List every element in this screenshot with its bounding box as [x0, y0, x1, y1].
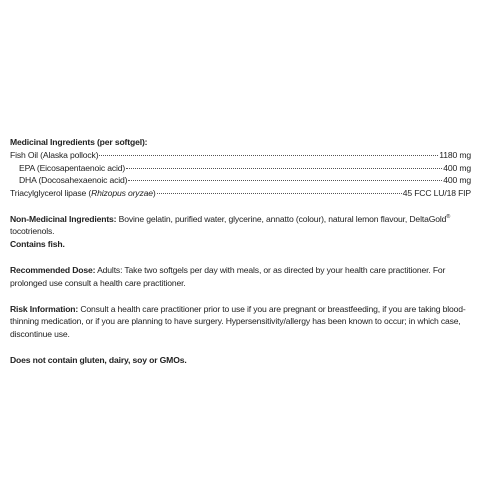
risk-label: Risk Information: [10, 304, 79, 314]
lipase-name-suffix: ) [152, 187, 156, 198]
ingredient-row-fish-oil [10, 149, 471, 161]
dose-text: Adults: Take two softgels per day with meals, or as directed by your health care practitioner. For prolonged use consult a health care practitioner. [10, 265, 446, 288]
ingredient-row-epa [10, 162, 471, 174]
non-medicinal-text: Bovine gelatin, purified water, glycerine, annatto (colour), natural lemon flavour, DeltaGold [116, 213, 447, 224]
dotted-leader [126, 168, 442, 169]
ingredient-name: DHA (Docosahexaenoic acid) [19, 175, 128, 186]
risk-information [10, 303, 471, 340]
non-medicinal-ingredients [10, 213, 471, 250]
dotted-leader [157, 193, 402, 194]
allergen-statement: Contains fish. [10, 238, 65, 249]
risk-text: Consult a health care practitioner prior to use if you are pregnant or breastfeeding, if you are taking blood-thinning medication, or if you are planning to have surgery. Hypersensitivity/allergy has been known to occur; in which case, discontinue use. [10, 304, 466, 339]
ingredient-name [10, 187, 156, 199]
non-medicinal-text-end: tocotrienols. [10, 226, 55, 237]
recommended-dose [10, 264, 471, 289]
lipase-source-species: Rhizopus oryzae [91, 187, 153, 198]
medicinal-ingredients [10, 136, 471, 199]
ingredient-amount: 400 mg [443, 175, 471, 186]
medicinal-heading: Medicinal Ingredients (per softgel): [10, 137, 148, 147]
ingredient-name: EPA (Eicosapentaenoic acid) [19, 162, 126, 173]
dose-label: Recommended Dose: [10, 265, 96, 276]
dotted-leader [99, 155, 438, 156]
ingredient-name: Fish Oil (Alaska pollock) [10, 150, 99, 161]
ingredient-row-dha [10, 174, 471, 186]
free-from-statement: Does not contain gluten, dairy, soy or GMOs. [10, 355, 187, 366]
non-medicinal-label: Non-Medicinal Ingredients: [10, 213, 117, 224]
ingredient-amount: 1180 mg [439, 150, 471, 161]
supplement-facts [10, 136, 471, 367]
lipase-name-prefix: Triacylglycerol lipase ( [10, 187, 92, 198]
registered-mark: ® [446, 214, 451, 221]
dotted-leader [128, 180, 442, 181]
ingredient-amount: 400 mg [443, 162, 471, 173]
ingredient-amount: 45 FCC LU/18 FIP [402, 187, 471, 198]
ingredient-row-lipase [10, 187, 471, 199]
